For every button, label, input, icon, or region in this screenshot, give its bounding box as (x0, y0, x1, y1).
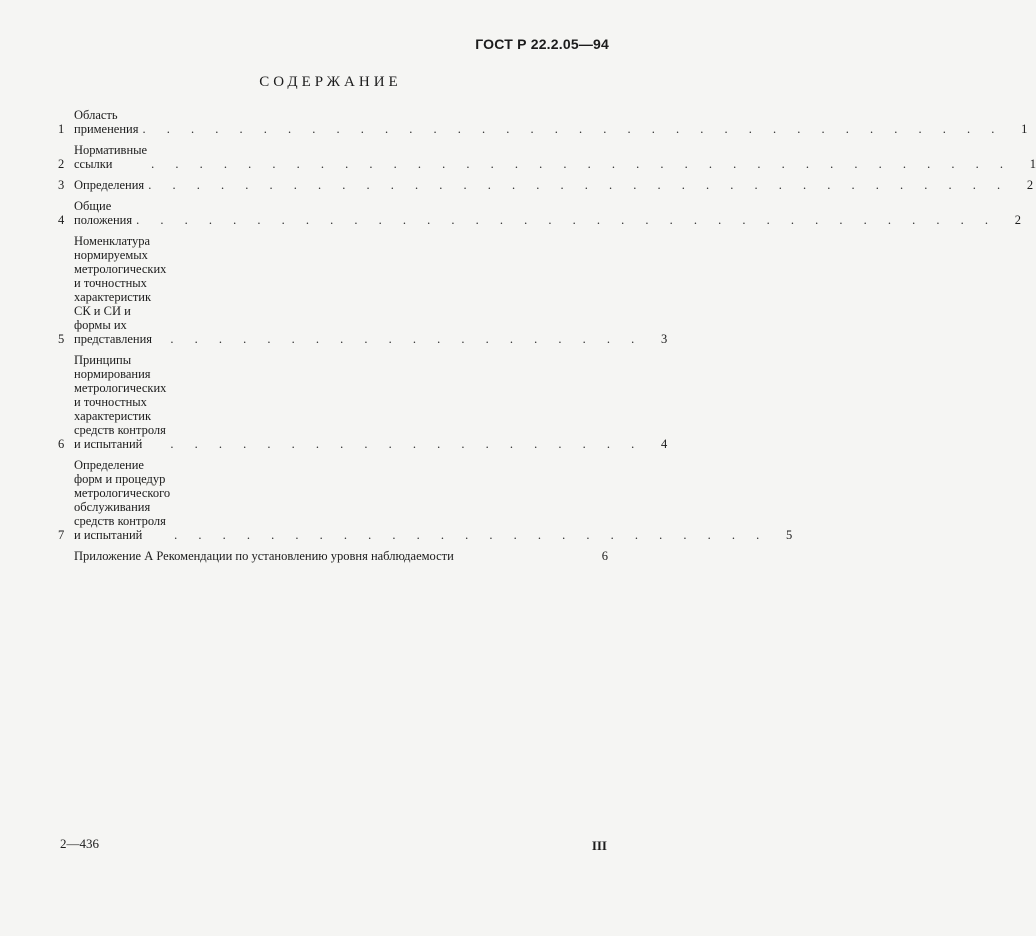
toc-item-page: 5 (786, 528, 793, 542)
document-code: ГОСТ Р 22.2.05—94 (475, 36, 609, 52)
page-number: III (591, 838, 607, 853)
toc-item (58, 143, 1036, 171)
toc-item-page: 1 (1021, 122, 1028, 136)
toc-item-number: 6 (58, 437, 65, 451)
toc-dot-leader: . . . . . . . . . . . . . . . . . . . . . . . . . . . . . . . . . . . . (142, 122, 1004, 136)
toc-item (58, 234, 668, 346)
toc-item-title: Определение форм и процедур метрологического обслуживания средств контроля и испытаний (74, 458, 171, 542)
toc-item (58, 178, 1034, 192)
toc-item-title: Принципы нормирования метрологических и точностных характеристик средств контроля и испытаний (74, 353, 167, 451)
toc-dot-leader: . . . . . . . . . . . . . . . . . . . . . . . . . . . . . . . . . . . . (148, 178, 1010, 192)
toc-item-title: Нормативные ссылки (74, 143, 148, 171)
toc-item-page: 1 (1029, 157, 1036, 171)
toc-item-title: Номенклатура нормируемых метрологических и точностных характеристик СК и СИ и формы их представления (74, 234, 167, 346)
toc-item (58, 353, 668, 451)
toc-appendix-item (58, 549, 608, 563)
footer-print-code: 2—436 (60, 836, 99, 851)
toc-item (58, 458, 793, 542)
toc-dot-leader: . . . . . . . . . . . . . . . . . . . . (170, 332, 644, 346)
table-of-contents (58, 108, 1036, 570)
toc-item-page: 3 (661, 332, 668, 346)
toc-item-number: 1 (58, 122, 65, 136)
toc-item-title: Область применения (74, 108, 139, 136)
toc-item-number: 5 (58, 332, 65, 346)
toc-heading: СОДЕРЖАНИЕ (259, 74, 402, 90)
toc-item-title: Общие положения (74, 199, 133, 227)
toc-dot-leader: . . . . . . . . . . . . . . . . . . . . . . . . . . . . . . . . . . . . (136, 213, 997, 227)
toc-item-page: 2 (1026, 178, 1034, 192)
toc-item-page: 2 (1014, 213, 1021, 227)
toc-item-number: 4 (58, 213, 65, 227)
toc-item-number: 2 (58, 157, 65, 171)
toc-item (58, 199, 1021, 227)
toc-item-title: Определения (74, 178, 145, 192)
toc-appendix-title: Приложение А Рекомендации по установлению уровня наблюдаемости (74, 549, 454, 563)
toc-appendix-page: 6 (601, 549, 608, 563)
toc-dot-leader: . . . . . . . . . . . . . . . . . . . . (170, 437, 644, 451)
toc-item-page: 4 (661, 437, 668, 451)
toc-item-number: 3 (58, 178, 65, 192)
toc-item-number: 7 (58, 528, 65, 542)
toc-dot-leader: . . . . . . . . . . . . . . . . . . . . . . . . . . . . . . . . . . . . (151, 157, 1012, 171)
toc-item (58, 108, 1028, 136)
toc-dot-leader: . . . . . . . . . . . . . . . . . . . . . . . . . (174, 528, 769, 542)
